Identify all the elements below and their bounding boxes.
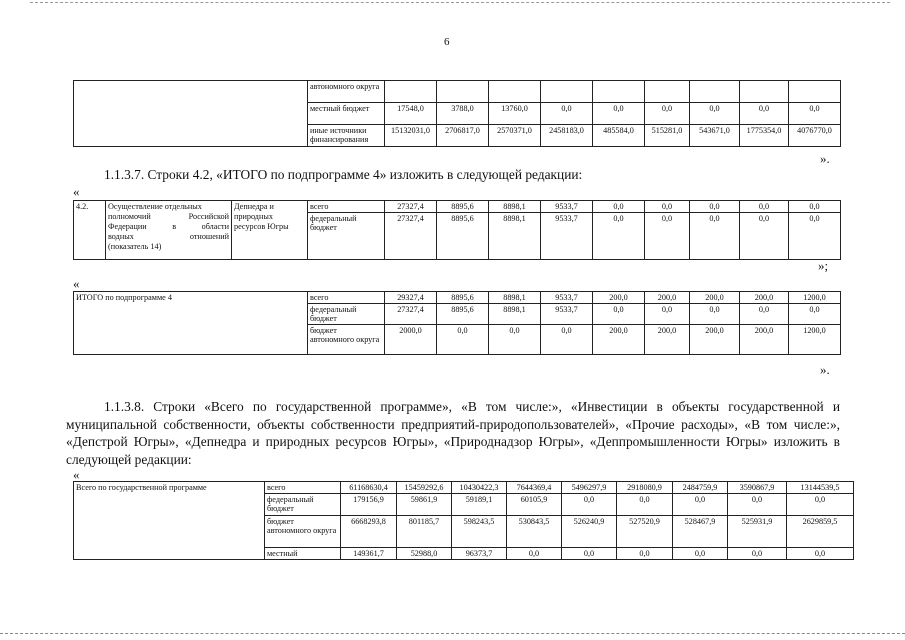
table-row: иные источники финансирования 15132031,0 2706817,0 2570371,0 2458183,0 485584,0 515281,0 543671,0 1775354,0 4076770,0	[74, 125, 841, 147]
opening-quote: «	[73, 276, 80, 291]
row-label: бюджет автономного округа	[308, 325, 385, 355]
opening-quote: «	[73, 184, 80, 199]
scan-edge-bottom	[0, 633, 905, 634]
table-row: федеральный бюджет 27327,4 8895,6 8898,1 9533,7 0,0 0,0 0,0 0,0 0,0	[74, 213, 841, 260]
table-row: федеральный бюджет 27327,4 8895,6 8898,1 9533,7 0,0 0,0 0,0 0,0 0,0	[74, 304, 841, 325]
empty-cell	[74, 81, 308, 147]
table-subprogram-4-total	[73, 291, 841, 355]
scan-edge-top	[30, 2, 890, 3]
row-label: федеральный бюджет	[265, 494, 341, 516]
row-label: федеральный бюджет	[308, 304, 385, 325]
table-row	[74, 81, 841, 103]
row-label: всего	[308, 292, 385, 304]
closing-quote: ».	[820, 151, 830, 166]
opening-quote: «	[73, 467, 80, 482]
table-row: 4.2. Осуществление отдельных полномочий Российской Федерации в области водных отношений (показатель 14) Депнедра и природных ресурсов Югры всего 27327,4 8895,6 8898,1 9533,7 0,0 0,0 0,0 0,0 0,0	[74, 201, 841, 213]
table-row: местный бюджет 17548,0 3788,0 13760,0 0,0 0,0 0,0 0,0 0,0 0,0	[74, 103, 841, 125]
row-label: всего	[265, 482, 341, 494]
table-row: ИТОГО по подпрограмме 4 всего 29327,4 8895,6 8898,1 9533,7 200,0 200,0 200,0 200,0 1200,0	[74, 292, 841, 304]
table-row: бюджет автономного округа 2000,0 0,0 0,0 0,0 200,0 200,0 200,0 200,0 1200,0	[74, 325, 841, 355]
row-number: 4.2.	[74, 201, 106, 260]
row-label: федеральный бюджет	[308, 213, 385, 260]
row-label: всего	[308, 201, 385, 213]
executor: Депнедра и природных ресурсов Югры	[232, 201, 308, 260]
table-row: местный 149361,7 52988,0 96373,7 0,0 0,0 0,0 0,0 0,0 0,0	[74, 548, 854, 560]
paragraph-1-1-3-8: 1.1.3.8. Строки «Всего по государственной программе», «В том числе:», «Инвестиции в объекты государственной и муниципальной собственности, объекты собственности предприятий-природопользователей», «Прочие расходы», «В том числе:», «Депстрой Югры», «Депнедра и природных ресурсов Югры», «Природнадзор Югры», «Деппромышленности Югры» изложить в следующей редакции:	[66, 399, 840, 467]
row-label: местный бюджет	[308, 103, 385, 125]
table-row: Всего по государственной программе всего 61168630,4 15459292,6 10430422,3 7644369,4 5496297,9 2918080,9 2484759,9 3590867,9 13144539,5	[74, 482, 854, 494]
table-row-4-2	[73, 200, 841, 260]
row-title: Всего по государственной программе	[74, 482, 265, 560]
table-row: бюджет автономного округа 6668293,8 801185,7 598243,5 530843,5 526240,9 527520,9 528467,9 525931,9 2629859,5	[74, 516, 854, 548]
table-program-total	[73, 481, 854, 560]
row-label: иные источники финансирования	[308, 125, 385, 147]
row-label: местный	[265, 548, 341, 560]
closing-quote: »;	[818, 258, 829, 273]
row-label: автономного округа	[308, 81, 385, 103]
paragraph-1-1-3-7: 1.1.3.7. Строки 4.2, «ИТОГО по подпрограмме 4» изложить в следующей редакции:	[104, 167, 583, 182]
row-title: ИТОГО по подпрограмме 4	[74, 292, 308, 355]
table-row: федеральный бюджет 179156,9 59861,9 59189,1 60105,9 0,0 0,0 0,0 0,0 0,0	[74, 494, 854, 516]
closing-quote: ».	[820, 362, 830, 377]
page-number: 6	[444, 36, 450, 48]
table-continuation	[73, 80, 841, 147]
row-label: бюджет автономного округа	[265, 516, 341, 548]
measure-name: Осуществление отдельных полномочий Российской Федерации в области водных отношений (показатель 14)	[106, 201, 232, 260]
